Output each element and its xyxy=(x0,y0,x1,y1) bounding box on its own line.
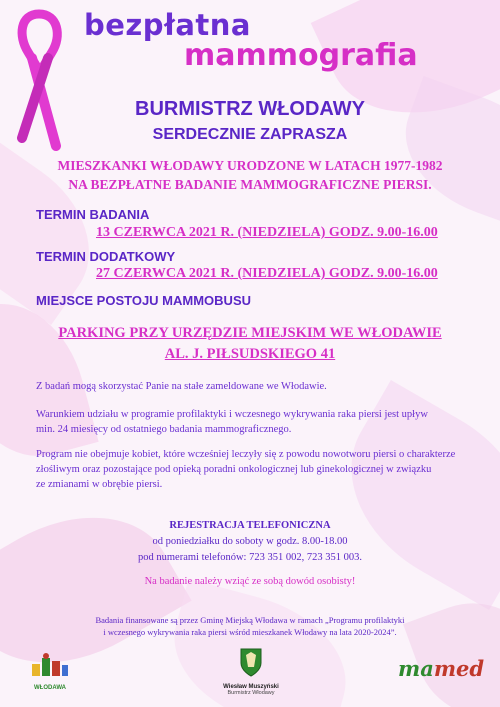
term1-date: 13 CZERWCA 2021 R. (NIEDZIELA) GODZ. 9.00-16.00 xyxy=(96,225,438,240)
location-label: MIEJSCE POSTOJU MAMMOBUSU xyxy=(36,293,252,308)
exclusion-line2: złośliwym oraz pozostające pod opieką poradni onkologicznej lub ginekologicznej w związku xyxy=(36,464,432,475)
title-line2: mammografia xyxy=(184,38,418,73)
invite-heading: SERDECZNIE ZAPRASZA xyxy=(152,126,348,143)
invitation-line2: NA BEZPŁATNE BADANIE MAMMOGRAFICZNE PIERSI. xyxy=(68,177,432,192)
mamed-logo-part2: med xyxy=(433,656,485,681)
funding-line1: Badania finansowane są przez Gminę Miejską Włodawa w ramach „Programu profilaktyki xyxy=(95,615,405,625)
eligibility-text: Z badań mogą skorzystać Panie na stałe zameldowane we Włodawie. xyxy=(36,381,327,392)
condition-text xyxy=(36,407,476,437)
exclusion-line3: ze zmianami w obrębie piersi. xyxy=(36,479,163,490)
mayor-name: Wiesław Muszyński xyxy=(223,684,279,690)
location-address xyxy=(0,323,500,365)
registration-title: REJESTRACJA TELEFONICZNA xyxy=(169,520,331,531)
term2-label: TERMIN DODATKOWY xyxy=(36,249,176,264)
registration-hours: od poniedziałku do soboty w godz. 8.00-18.00 xyxy=(152,536,348,547)
condition-line1: Warunkiem udziału w programie profilaktyki i wczesnego wykrywania raka piersi jest upływ xyxy=(36,409,428,420)
mamed-logo xyxy=(398,656,484,681)
registration-block xyxy=(0,518,500,566)
condition-line2: min. 24 miesięcy od ostatniego badania mammograficznego. xyxy=(36,424,292,435)
id-note: Na badanie należy wziąć ze sobą dowód osobisty! xyxy=(144,576,356,587)
wlodawa-logo xyxy=(28,652,72,691)
title-line1: bezpłatna xyxy=(84,8,251,42)
town-logo-text: WŁODAWA xyxy=(34,685,66,691)
term1-label: TERMIN BADANIA xyxy=(36,207,150,222)
funding-note xyxy=(0,614,500,638)
mayor-role: Burmistrz Włodawy xyxy=(227,690,275,696)
funding-line2: i wczesnego wykrywania raka piersi wśród mieszkanek Włodawy na lata 2020-2024”. xyxy=(103,627,397,637)
mayor-logo xyxy=(206,647,296,696)
mayor-heading: BURMISTRZ WŁODAWY xyxy=(135,98,365,120)
location-line2: AL. J. PIŁSUDSKIEGO 41 xyxy=(164,346,336,362)
town-logo-icon xyxy=(30,652,70,678)
term2-date: 27 CZERWCA 2021 R. (NIEDZIELA) GODZ. 9.00-16.00 xyxy=(96,266,438,281)
location-line1: PARKING PRZY URZĘDZIE MIEJSKIM WE WŁODAWIE xyxy=(58,325,442,341)
exclusion-text xyxy=(36,447,476,492)
invitation-line1: MIESZKANKI WŁODAWY URODZONE W LATACH 1977-1982 xyxy=(57,158,443,173)
mamed-logo-part1: ma xyxy=(398,656,434,681)
registration-phones: pod numerami telefonów: 723 351 002, 723 351 003. xyxy=(138,552,362,563)
coat-of-arms-icon xyxy=(239,647,263,677)
exclusion-line1: Program nie obejmuje kobiet, które wcześniej leczyły się z powodu nowotworu piersi o charakterze xyxy=(36,449,456,460)
invitation-text xyxy=(0,156,500,194)
